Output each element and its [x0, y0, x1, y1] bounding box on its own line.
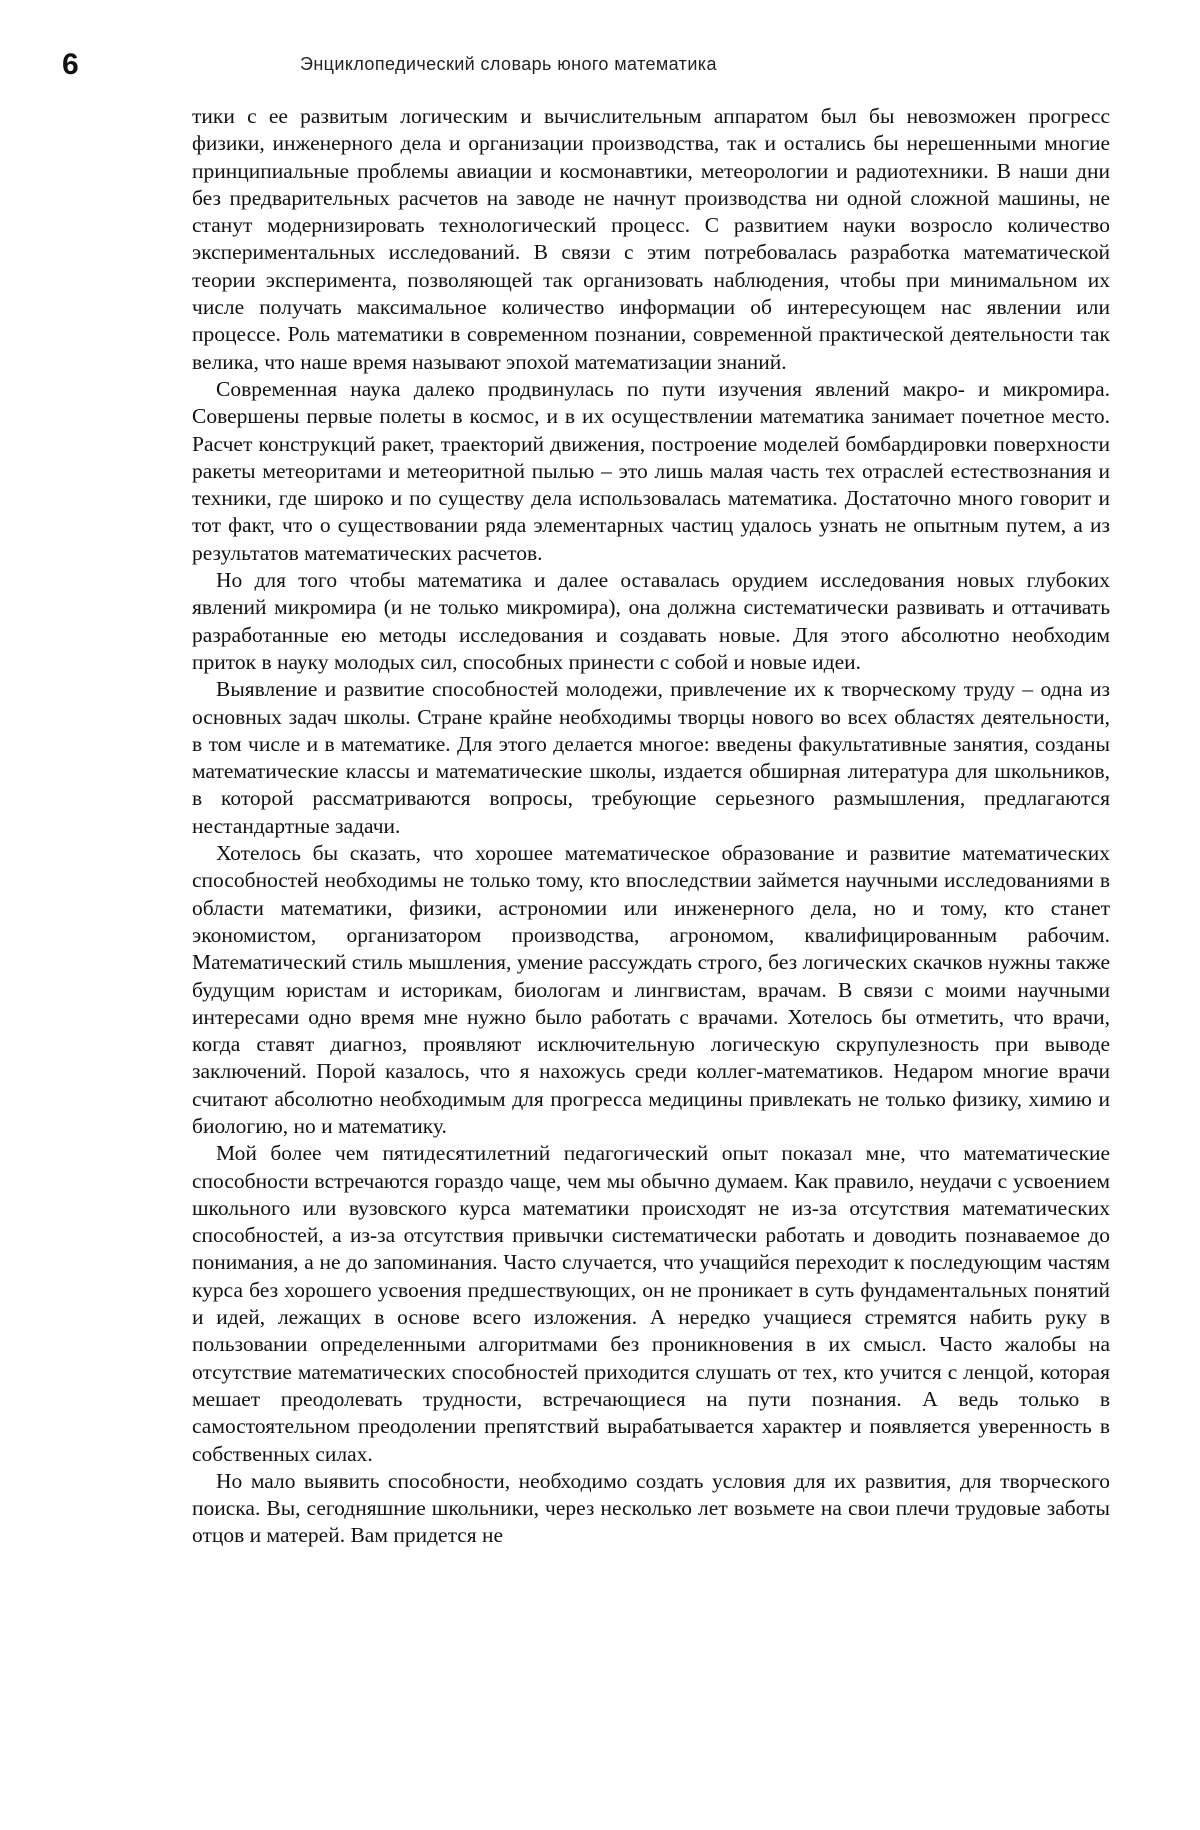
- paragraph-5: Хотелось бы сказать, что хорошее математическое образование и развитие математических способностей необходимы не только тому, кто впоследствии займется научными исследованиями в области математики, физики, астрономии или инженерного дела, но и тому, кто станет экономистом, организатором производства, агрономом, квалифицированным рабочим. Математический стиль мышления, умение рассуждать строго, без логических скачков нужны также будущим юристам и историкам, биологам и лингвистам, врачам. В связи с моими научными интересами одно время мне нужно было работать с врачами. Хотелось бы отметить, что врачи, когда ставят диагноз, проявляют исключительную логическую скрупулезность при выводе заключений. Порой казалось, что я нахожусь среди коллег-математиков. Недаром многие врачи считают абсолютно необходимым для прогресса медицины привлекать не только физику, химию и биологию, но и математику.: [192, 840, 1110, 1140]
- paragraph-3: Но для того чтобы математика и далее оставалась орудием исследования новых глубоких явлений микромира (и не только микромира), она должна систематически развивать и оттачивать разработанные ею методы исследования и создавать новые. Для этого абсолютно необходим приток в науку молодых сил, способных принести с собой и новые идеи.: [192, 567, 1110, 676]
- paragraph-2: Современная наука далеко продвинулась по пути изучения явлений макро- и микромира. Совершены первые полеты в космос, и в их осуществлении математика занимает почетное место. Расчет конструкций ракет, траекторий движения, построение моделей бомбардировки поверхности ракеты метеоритами и метеоритной пылью – это лишь малая часть тех отраслей естествознания и техники, где широко и по существу дела использовалась математика. Достаточно много говорит и тот факт, что о существовании ряда элементарных частиц удалось узнать не опытным путем, а из результатов математических расчетов.: [192, 376, 1110, 567]
- paragraph-7: Но мало выявить способности, необходимо создать условия для их развития, для творческого поиска. Вы, сегодняшние школьники, через несколько лет возьмете на свои плечи трудовые заботы отцов и матерей. Вам придется не: [192, 1468, 1110, 1550]
- text-body: [192, 103, 1110, 1550]
- paragraph-6: Мой более чем пятидесятилетний педагогический опыт показал мне, что математические способности встречаются гораздо чаще, чем мы обычно думаем. Как правило, неудачи с усвоением школьного или вузовского курса математики происходят не из-за отсутствия математических способностей, а из-за отсутствия привычки систематически работать и доводить познаваемое до понимания, а не до запоминания. Часто случается, что учащийся переходит к последующим частям курса без хорошего усвоения предшествующих, он не проникает в суть фундаментальных понятий и идей, лежащих в основе всего изложения. А нередко учащиеся стремятся набить руку в пользовании определенными алгоритмами без проникновения в их смысл. Часто жалобы на отсутствие математических способностей приходится слушать от тех, кто учится с ленцой, которая мешает преодолевать трудности, встречающиеся на пути познания. А ведь только в самостоятельном преодолении препятствий вырабатывается характер и появляется уверенность в собственных силах.: [192, 1140, 1110, 1468]
- running-title: Энциклопедический словарь юного математика: [300, 54, 717, 75]
- paragraph-1: тики с ее развитым логическим и вычислительным аппаратом был бы невозможен прогресс физики, инженерного дела и организации производства, так и остались бы нерешенными многие принципиальные проблемы авиации и космонавтики, метеорологии и радиотехники. В наши дни без предварительных расчетов на заводе не начнут производства ни одной сложной машины, не станут модернизировать технологический процесс. С развитием науки возросло количество экспериментальных исследований. В связи с этим потребовалась разработка математической теории эксперимента, позволяющей так организовать наблюдения, чтобы при минимальном их числе получать максимальное количество информации об интересующем нас явлении или процессе. Роль математики в современном познании, современной практической деятельности так велика, что наше время называют эпохой математизации знаний.: [192, 103, 1110, 376]
- page-number: 6: [62, 48, 79, 82]
- paragraph-4: Выявление и развитие способностей молодежи, привлечение их к творческому труду – одна из основных задач школы. Стране крайне необходимы творцы нового во всех областях деятельности, в том числе и в математике. Для этого делается многое: введены факультативные занятия, созданы математические классы и математические школы, издается обширная литература для школьников, в которой рассматриваются вопросы, требующие серьезного размышления, предлагаются нестандартные задачи.: [192, 676, 1110, 840]
